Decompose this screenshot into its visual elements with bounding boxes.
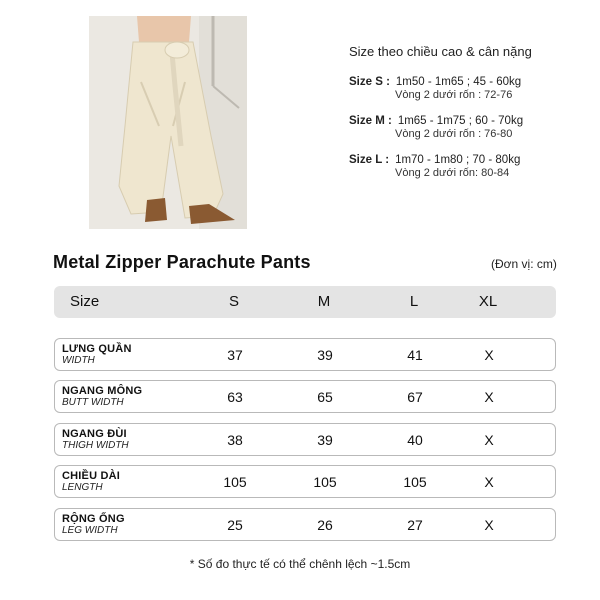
cell-xl: X xyxy=(484,517,494,533)
size-s-info xyxy=(349,76,589,101)
cell-s: 38 xyxy=(227,432,243,448)
cell-l: 40 xyxy=(407,432,423,448)
size-m-info xyxy=(349,115,589,140)
cell-s: 105 xyxy=(223,474,247,490)
cell-m: 26 xyxy=(317,517,333,533)
size-l-info xyxy=(349,154,589,179)
row-label-en: THIGH WIDTH xyxy=(62,440,129,451)
cell-l: 27 xyxy=(407,517,423,533)
row-label-en: BUTT WIDTH xyxy=(62,397,124,408)
size-label: Size M : xyxy=(349,115,392,127)
size-label: Size L : xyxy=(349,154,390,166)
footnote: * Số đo thực tế có thể chênh lệch ~1.5cm xyxy=(189,557,411,571)
table-row-waist xyxy=(54,338,556,371)
cell-m: 39 xyxy=(317,432,333,448)
cell-xl: X xyxy=(484,432,494,448)
cell-xl: X xyxy=(484,347,494,363)
row-label-en: WIDTH xyxy=(62,355,95,366)
size-waist: Vòng 2 dưới rốn : 76-80 xyxy=(395,128,513,140)
cell-l: 67 xyxy=(407,389,423,405)
size-waist: Vòng 2 dưới rốn : 72-76 xyxy=(395,89,513,101)
size-label: Size S : xyxy=(349,76,390,88)
cell-xl: X xyxy=(484,389,494,405)
cell-m: 39 xyxy=(317,347,333,363)
cell-xl: X xyxy=(484,474,494,490)
size-waist: Vòng 2 dưới rốn: 80-84 xyxy=(395,167,510,179)
cell-s: 63 xyxy=(227,389,243,405)
size-range: 1m70 - 1m80 ; 70 - 80kg xyxy=(395,154,521,166)
header-xl: XL xyxy=(478,293,498,310)
row-label-vi: NGANG ĐÙI xyxy=(62,428,127,440)
cell-m: 65 xyxy=(317,389,333,405)
row-label-en: LENGTH xyxy=(62,482,103,493)
size-range: 1m65 - 1m75 ; 60 - 70kg xyxy=(397,115,524,127)
cell-l: 105 xyxy=(403,474,427,490)
product-photo xyxy=(89,16,247,229)
table-row-thigh xyxy=(54,423,556,456)
cell-s: 25 xyxy=(227,517,243,533)
size-guide xyxy=(349,44,589,193)
table-row-leg xyxy=(54,508,556,541)
row-label-vi: NGANG MÔNG xyxy=(62,385,143,397)
cell-m: 105 xyxy=(313,474,337,490)
table-title: Metal Zipper Parachute Pants xyxy=(53,252,311,272)
header-l: L xyxy=(409,293,419,310)
row-label-vi: RỘNG ỐNG xyxy=(62,513,125,525)
row-label-vi: LƯNG QUẦN xyxy=(62,343,132,355)
header-s: S xyxy=(228,293,239,310)
table-row-length xyxy=(54,465,556,498)
row-label-en: LEG WIDTH xyxy=(62,525,118,536)
size-range: 1m50 - 1m65 ; 45 - 60kg xyxy=(395,76,522,88)
cell-s: 37 xyxy=(227,347,243,363)
table-header xyxy=(54,286,556,318)
cell-l: 41 xyxy=(407,347,423,363)
header-m: M xyxy=(317,293,331,310)
table-row-butt xyxy=(54,380,556,413)
pants-illustration xyxy=(89,16,247,229)
unit-label: (Đơn vị: cm) xyxy=(491,257,557,271)
header-size: Size xyxy=(70,293,100,310)
row-label-vi: CHIỀU DÀI xyxy=(62,470,121,482)
size-guide-heading: Size theo chiều cao & cân nặng xyxy=(349,44,532,59)
